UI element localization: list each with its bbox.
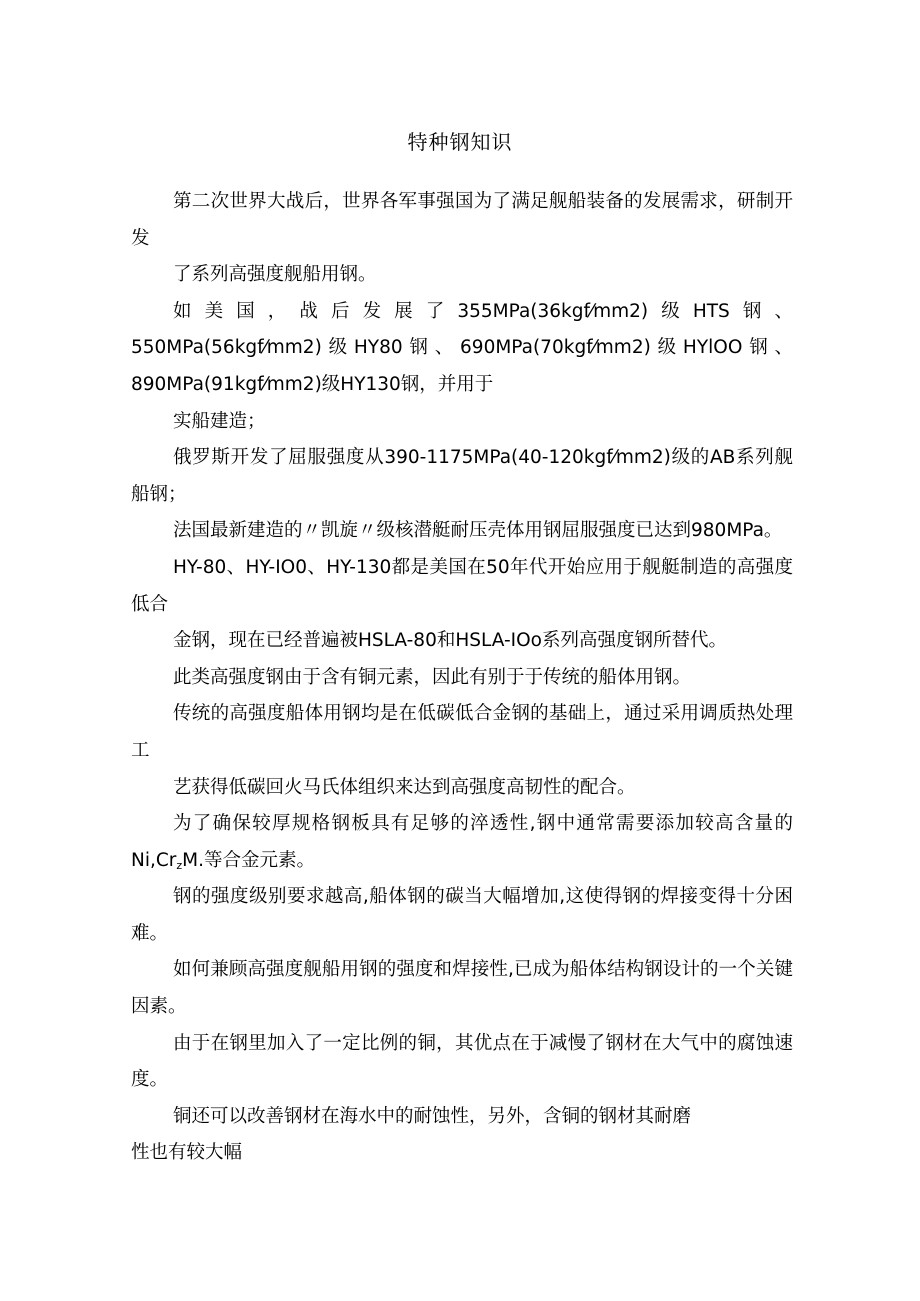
paragraph-11: 艺获得低碳回火马氏体组织来达到高强度高韧性的配合。 [173, 776, 636, 798]
paragraph-12-text-end: M.等合金元素。 [182, 849, 316, 871]
paragraph-3: 如美国，战后发展了355MPa(36kgf⁄mm2)级HTS钢、550MPa(56kgf⁄mm2)级HY80钢、690MPa(70kgf⁄mm2)级HYlOO钢、890MPa(91kgf⁄mm2)级HY130钢，并用于 [131, 300, 793, 395]
document-body [131, 184, 793, 1172]
paragraph-15: 由于在钢里加入了一定比例的铜，其优点在于减慢了钢材在大气中的腐蚀速度。 [131, 1032, 793, 1091]
paragraph-12-subscript: z [176, 858, 183, 872]
paragraph-6: 法国最新建造的〃凯旋〃级核潜艇耐压壳体用钢屈服强度已达到980MPa。 [173, 520, 783, 542]
page-title: 特种钢知识 [407, 130, 513, 154]
paragraph-14: 如何兼顾高强度舰船用钢的强度和焊接性,已成为船体结构钢设计的一个关键因素。 [131, 959, 793, 1018]
paragraph-12-text-start: 为了确保较厚规格钢板具有足够的淬透性,钢中通常需要添加较高含量的Ni,Cr [131, 813, 793, 871]
paragraph-4: 实船建造； [173, 410, 266, 432]
paragraph-9: 此类高强度钢由于含有铜元素，因此有别于于传统的船体用钢。 [173, 666, 692, 688]
paragraph-2: 了系列高强度舰船用钢。 [173, 264, 377, 286]
paragraph-13: 钢的强度级别要求越高,船体钢的碳当大幅增加,这使得钢的焊接变得十分困难。 [131, 886, 793, 944]
paragraph-7: HY-80、HY-IO0、HY-130都是美国在50年代开始应用于舰艇制造的高强度低合 [131, 556, 793, 615]
paragraph-16-line-1: 铜还可以改善钢材在海水中的耐蚀性，另外，含铜的钢材其耐磨 [173, 1105, 692, 1127]
paragraph-5: 俄罗斯开发了屈服强度从390-1175MPa(40-120kgf⁄mm2)级的AB系列舰船钢； [131, 447, 793, 505]
paragraph-8: 金钢，现在已经普遍被HSLA-80和HSLA-IOo系列高强度钢所替代。 [173, 630, 727, 652]
paragraph-10: 传统的高强度船体用钢均是在低碳低合金钢的基础上，通过采用调质热处理工 [131, 703, 793, 761]
paragraph-16-line-2: 性也有较大幅 [131, 1142, 243, 1164]
paragraph-12 [131, 806, 793, 879]
paragraph-1: 第二次世界大战后，世界各军事强国为了满足舰船装备的发展需求，研制开发 [131, 191, 793, 249]
